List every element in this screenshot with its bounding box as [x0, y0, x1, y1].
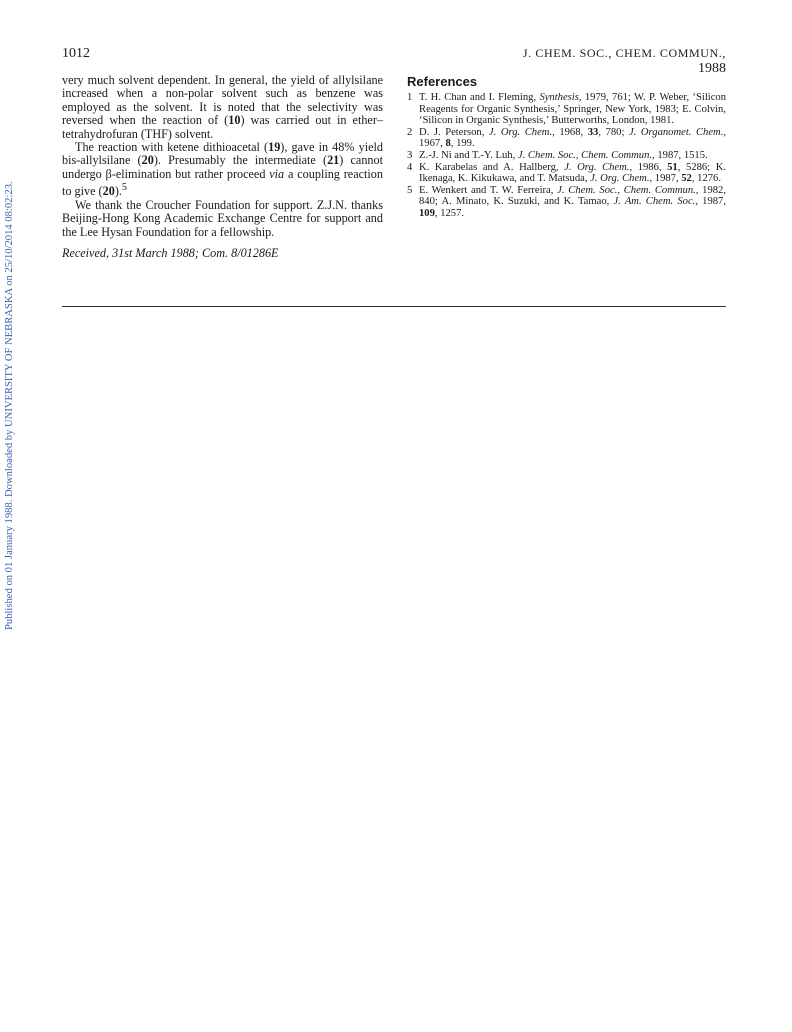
volume-number: 52 [681, 173, 692, 185]
acknowledgement-paragraph: We thank the Croucher Foundation for support. Z.J.N. thanks Beijing-Hong Kong Academic Exchange Centre for support and the Lee Hysan Foundation for a fellowship. [62, 197, 383, 239]
journal-title: J. Organomet. Chem. [628, 126, 724, 138]
compound-number: 21 [327, 153, 340, 168]
reference-item [407, 92, 726, 127]
reference-number: 4 [407, 161, 413, 173]
volume-number: 51 [667, 161, 678, 173]
right-column [407, 74, 726, 220]
journal-title: J. Org. Chem. [590, 173, 650, 185]
page-number: 1012 [62, 46, 90, 61]
text-run: , 199. [450, 138, 475, 150]
journal-title: Synthesis [539, 92, 579, 103]
text-run: , 1982, 840; A. Minato, K. Suzuki, and K. Tamao, [419, 184, 727, 208]
reference-item [407, 150, 726, 162]
text-run: E. Wenkert and T. W. Ferreira, [419, 184, 558, 196]
text-run: ), gave in 48% yield bis-allylsilane ( [62, 140, 383, 168]
journal-title: J. Chem. Soc., Chem. Commun. [517, 149, 653, 161]
text-run: ). [114, 184, 122, 199]
text-run: , 1968, [552, 126, 588, 138]
text-run: D. J. Peterson, [419, 126, 489, 138]
compound-number: 10 [228, 113, 241, 128]
text-run: K. Karabelas and A. Hallberg, [419, 161, 565, 173]
text-run: very much solvent dependent. In general, the yield of allylsilane increased when a non-polar solvent such as benzene was employed as the solvent. It is noted that the selectivity was reversed when the reaction of ( [62, 73, 383, 128]
text-run: The reaction with ketene dithioacetal ( [75, 140, 269, 155]
download-watermark-text: Published on 01 January 1988. Downloaded by UNIVERSITY OF NEBRASKA on 25/10/2014 08:02:23. [4, 181, 15, 630]
text-run: ) cannot undergo β-elimination but rather proceed [62, 153, 383, 181]
text-run: ). Presumably the intermediate ( [153, 153, 328, 168]
journal-title: J. Org. Chem. [488, 126, 553, 138]
reference-number: 2 [407, 126, 413, 138]
download-watermark [4, 180, 18, 630]
volume-number: 33 [587, 126, 599, 138]
reference-superscript: 5 [121, 182, 127, 194]
text-run: a coupling reaction to give ( [62, 166, 383, 199]
journal-title: J. Am. Chem. Soc. [613, 196, 696, 208]
text-run: , 780; [598, 126, 629, 138]
reference-list [407, 92, 726, 220]
text-run: T. H. Chan and I. Fleming, [419, 92, 540, 103]
body-paragraph-1 [62, 74, 383, 141]
journal-name: J. CHEM. SOC., CHEM. COMMUN., [522, 46, 726, 60]
received-line: Received, 31st March 1988; Com. 8/01286E [62, 245, 279, 260]
compound-number: 19 [268, 140, 281, 155]
running-head [500, 46, 726, 77]
reference-number: 1 [407, 92, 413, 103]
reference-number: 5 [407, 184, 413, 196]
text-run: , 5286; K. Ikenaga, K. Kikukawa, and T. Matsuda, [419, 161, 726, 185]
text-run: , 1986, [629, 161, 668, 173]
left-column [62, 74, 383, 260]
text-run: Z.-J. Ni and T.-Y. Luh, [419, 149, 518, 161]
text-run: ) was carried out in ether–tetrahydrofuran (THF) solvent. [62, 113, 383, 141]
compound-number: 20 [102, 184, 115, 199]
italic-text: via [269, 166, 285, 181]
references-heading: References [407, 74, 478, 89]
text-run: , 1987, [695, 196, 726, 208]
compound-number: 20 [141, 153, 154, 168]
reference-item [407, 185, 726, 220]
text-run: , 1276. [691, 173, 721, 185]
text-run: , 1987, [649, 173, 682, 185]
journal-year: 1988 [698, 61, 726, 76]
volume-number: 109 [419, 207, 435, 219]
text-run: , 1967, [419, 126, 727, 150]
journal-title: J. Org. Chem. [564, 161, 630, 173]
journal-title: J. Chem. Soc., Chem. Commun. [557, 184, 696, 196]
body-paragraph-2 [62, 141, 383, 199]
text-run: , 1987, 1515. [652, 149, 708, 161]
reference-item [407, 162, 726, 185]
reference-item [407, 127, 726, 150]
reference-number: 3 [407, 149, 413, 161]
volume-number: 8 [445, 138, 451, 150]
text-run: , 1257. [434, 207, 465, 219]
page-divider [62, 306, 726, 307]
text-run: , 1979, 761; W. P. Weber, ‘Silicon Reagents for Organic Synthesis,’ Springer, New York, 1983; E. Colvin, ‘Silicon in Organic Synthesis,’ Butterworths, London, 1981. [419, 92, 726, 127]
